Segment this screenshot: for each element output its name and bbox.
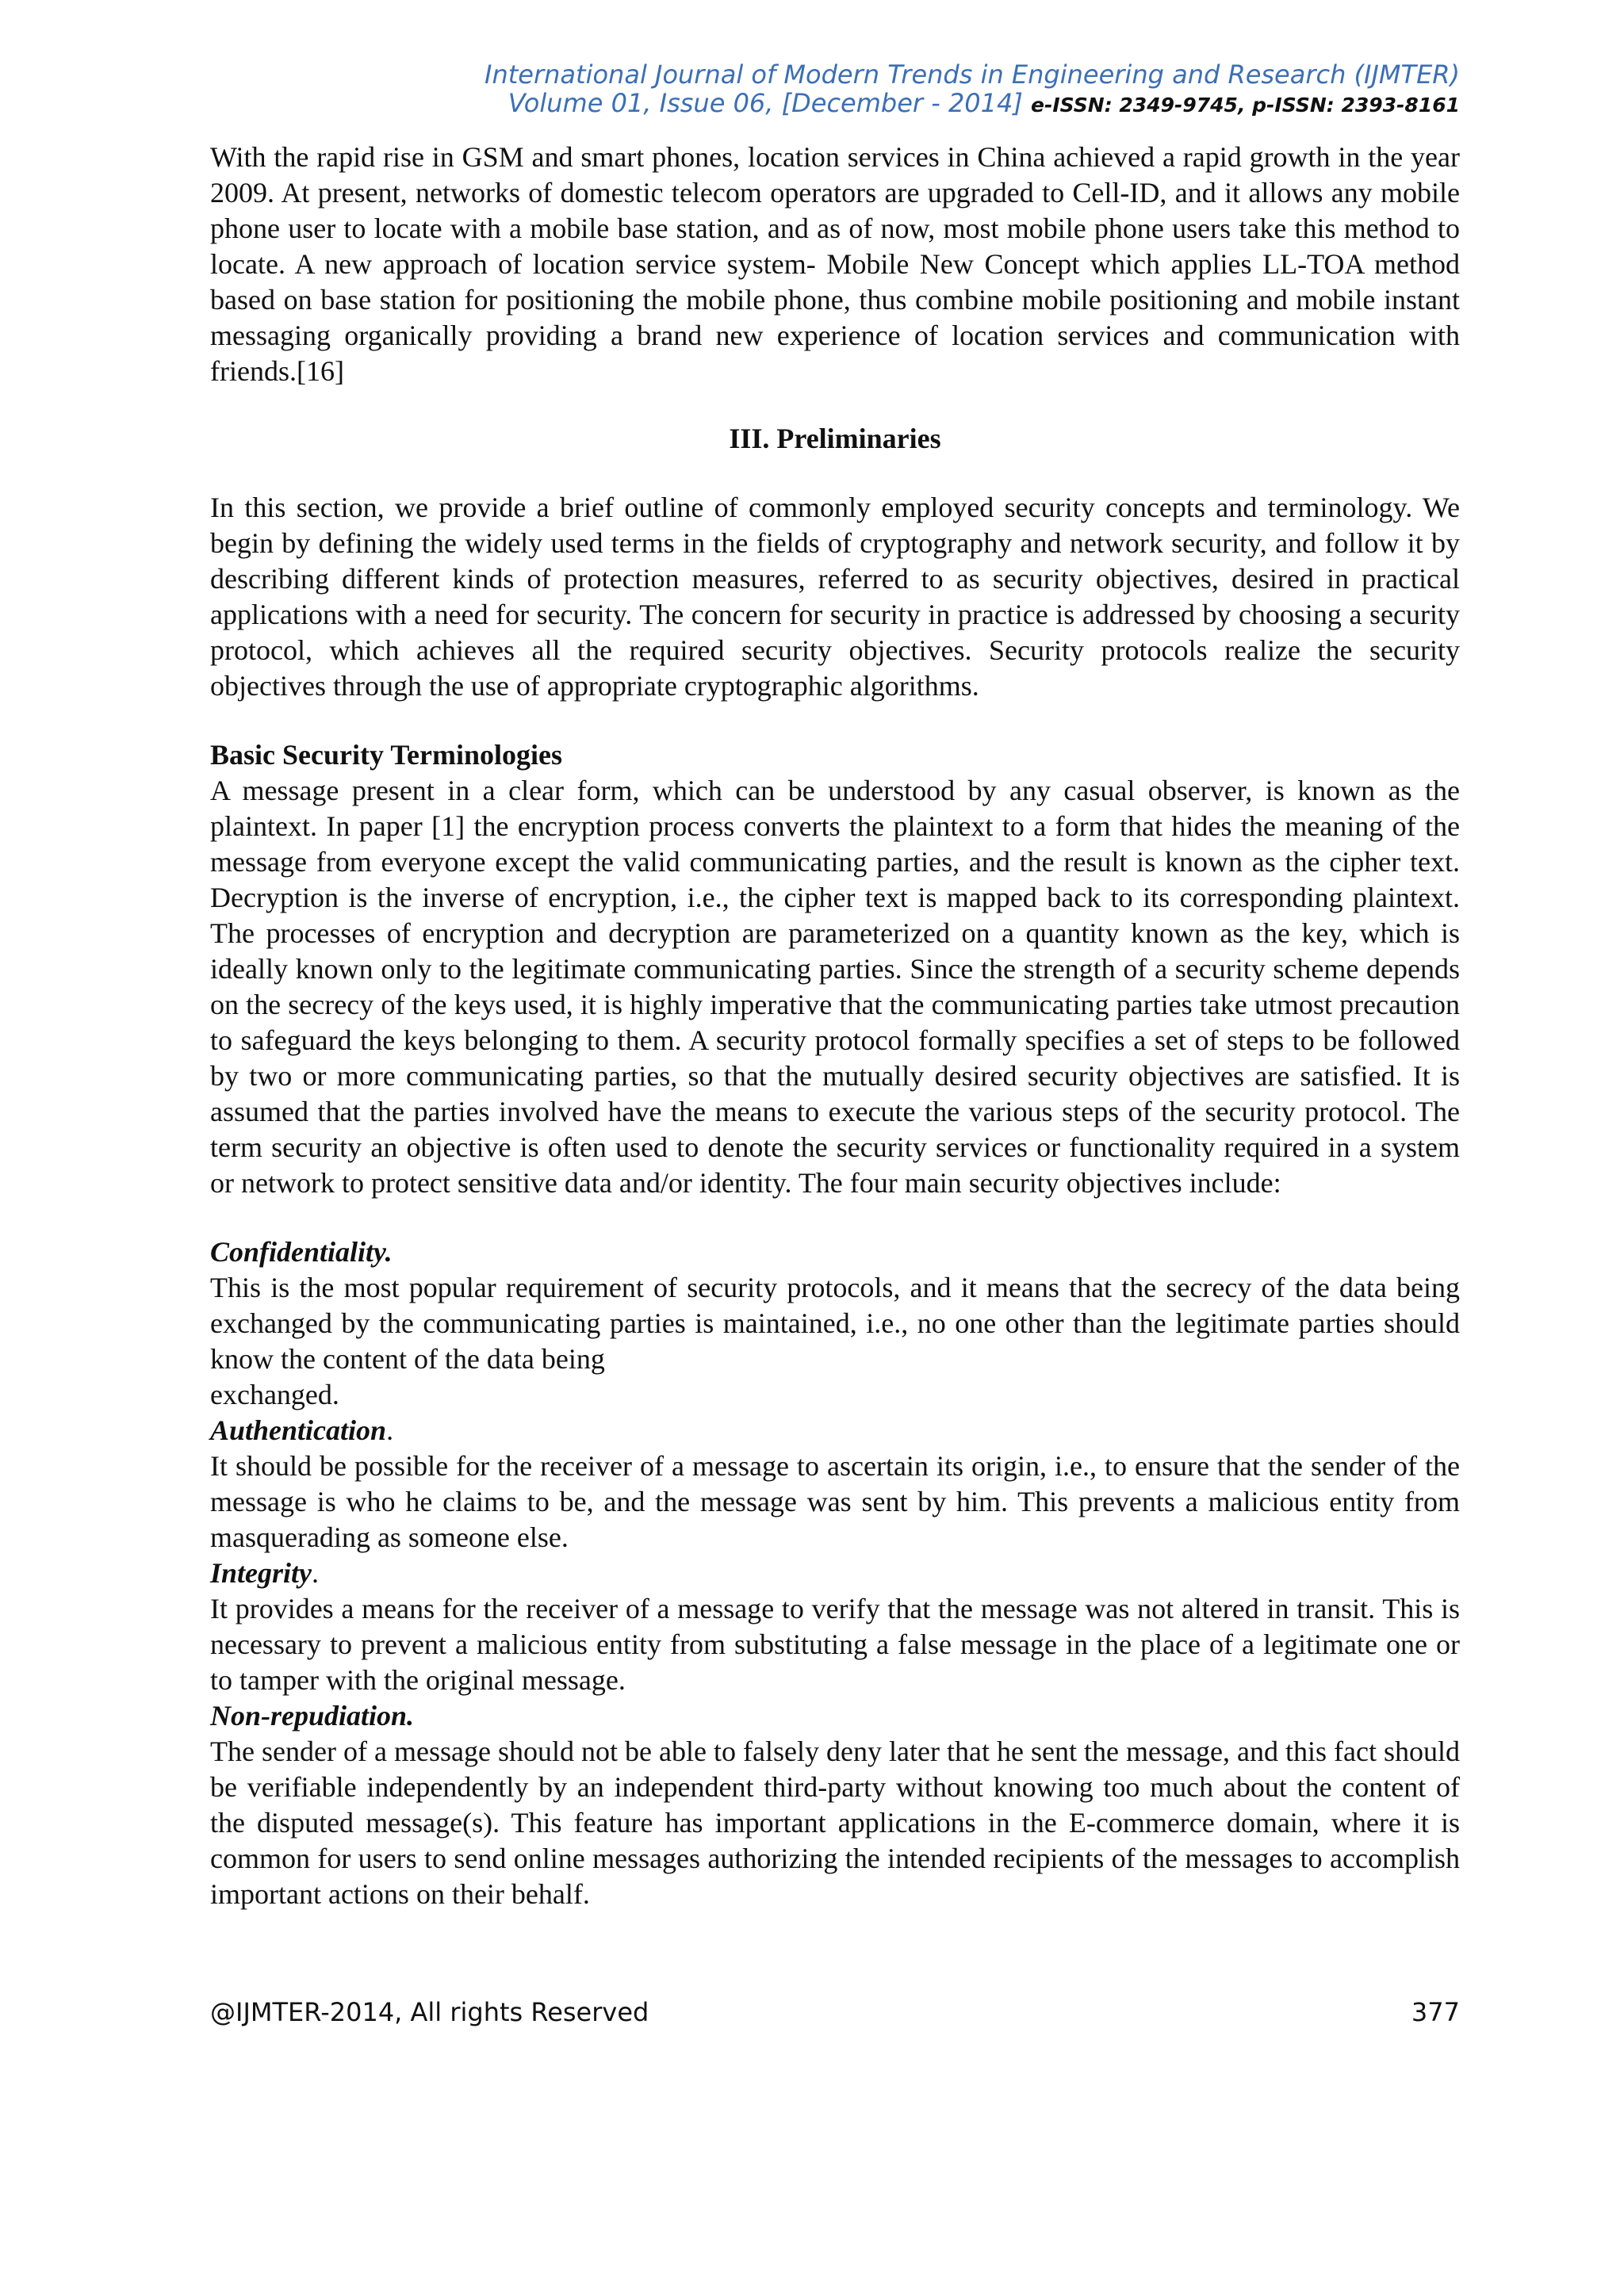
journal-issn: e-ISSN: 2349-9745, p-ISSN: 2393-8161 (1031, 94, 1460, 117)
nonrepudiation-paragraph: The sender of a message should not be able to falsely deny later that he sent the message, and this fact should be verifiable independently by an independent third-party without knowing too much about the content of the disputed message(s). This feature has important applications in the E-commerce domain, where it is common for users to send online messages authorizing the intended recipients of the messages to accomplish important actions on their behalf. (210, 1735, 1460, 1910)
authentication-paragraph: It should be possible for the receiver of a message to ascertain its origin, i.e., to ensure that the sender of the message is who he claims to be, and the message was sent by him. This prevents a malicious entity from masquerading as someone else. (210, 1450, 1460, 1553)
subsection-heading: Basic Security Terminologies (210, 739, 562, 771)
confidentiality-tail: exchanged. (210, 1379, 339, 1410)
confidentiality-paragraph: This is the most popular requirement of security protocols, and it means that the secrecy of the data being exchanged by the communicating parties is maintained, i.e., no one other than the legitimate parties should know the content of the data being (210, 1272, 1460, 1375)
page-number: 377 (1411, 1997, 1460, 2027)
authentication-heading-line (210, 1413, 1460, 1448)
authentication-dot: . (386, 1414, 394, 1446)
nonrepudiation-heading: Non-repudiation. (210, 1700, 415, 1732)
section-heading: III. Preliminaries (729, 423, 941, 454)
article-body (210, 140, 1460, 1912)
confidentiality-heading: Confidentiality. (210, 1236, 393, 1268)
authentication-heading: Authentication (210, 1414, 387, 1446)
journal-volume: Volume 01, Issue 06, [December - 2014] (508, 88, 1023, 118)
terminologies-paragraph: A message present in a clear form, which can be understood by any casual observer, is known as the plaintext. In paper [1] the encryption process converts the plaintext to a form that hides the meaning of the message from everyone except the valid communicating parties, and the result is known as the cipher text. Decryption is the inverse of encryption, i.e., the cipher text is mapped back to its corresponding plaintext. The processes of encryption and decryption are parameterized on a quantity known as the key, which is ideally known only to the legitimate communicating parties. Since the strength of a security scheme depends on the secrecy of the keys used, it is highly imperative that the communicating parties take utmost precaution to safeguard the keys belonging to them. A security protocol formally specifies a set of steps to be followed by two or more communicating parties, so that the mutually desired security objectives are satisfied. It is assumed that the parties involved have the means to execute the various steps of the security protocol. The term security an objective is often used to denote the security services or functionality required in a system or network to protect sensitive data and/or identity. The four main security objectives include: (210, 775, 1460, 1199)
journal-volume-line (485, 89, 1460, 120)
integrity-heading-line (210, 1556, 1460, 1591)
integrity-heading: Integrity (210, 1557, 312, 1589)
running-header (485, 60, 1460, 120)
page-footer (210, 1997, 1460, 2027)
integrity-dot: . (312, 1557, 320, 1589)
intro-paragraph: With the rapid rise in GSM and smart phones, location services in China achieved a rapid growth in the year 2009. At present, networks of domestic telecom operators are upgraded to Cell-ID, and it allows any mobile phone user to locate with a mobile base station, and as of now, most mobile phone users take this method to locate. A new approach of location service system- Mobile New Concept which applies LL-TOA method based on base station for positioning the mobile phone, thus combine mobile positioning and mobile instant messaging organically providing a brand new experience of location services and communication with friends.[16] (210, 141, 1460, 387)
copyright-notice: @IJMTER-2014, All rights Reserved (210, 1997, 649, 2027)
preliminaries-paragraph: In this section, we provide a brief outline of commonly employed security concepts and terminology. We begin by defining the widely used terms in the fields of cryptography and network security, and follow it by describing different kinds of protection measures, referred to as security objectives, desired in practical applications with a need for security. The concern for security in practice is addressed by choosing a security protocol, which achieves all the required security objectives. Security protocols realize the security objectives through the use of appropriate cryptographic algorithms. (210, 492, 1460, 702)
integrity-paragraph: It provides a means for the receiver of a message to verify that the message was not altered in transit. This is necessary to prevent a malicious entity from substituting a false message in the place of a legitimate one or to tamper with the original message. (210, 1593, 1460, 1696)
journal-title: International Journal of Modern Trends in Engineering and Research (IJMTER) (485, 59, 1460, 90)
